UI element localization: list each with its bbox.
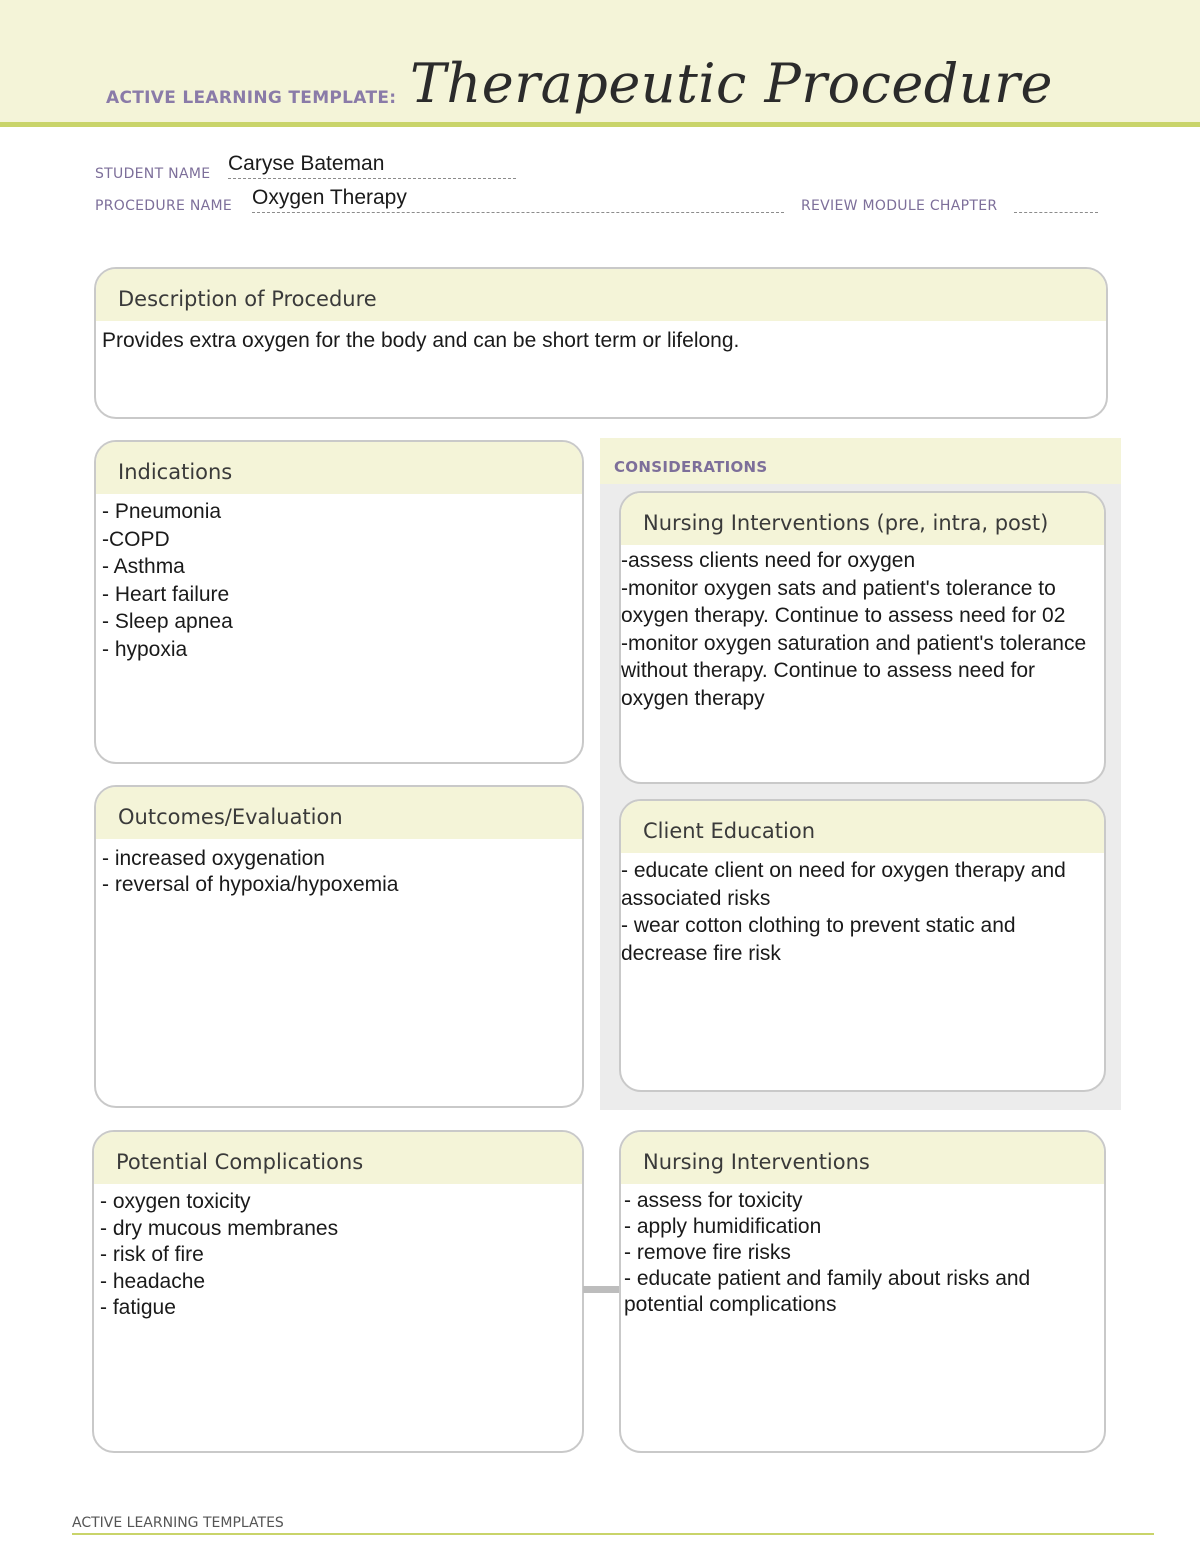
procedure-name-label: PROCEDURE NAME: [95, 198, 233, 214]
template-label: ACTIVE LEARNING TEMPLATE:: [106, 88, 397, 108]
client-education-text[interactable]: - educate client on need for oxygen therapy and associated risks - wear cotton clothing to prevent static and decrease fire risk: [621, 859, 1066, 965]
outcomes-title: Outcomes/Evaluation: [96, 787, 582, 839]
indications-box: [94, 440, 584, 764]
page-title: Therapeutic Procedure: [410, 52, 1053, 115]
outcomes-box: [94, 785, 584, 1108]
footer-text: ACTIVE LEARNING TEMPLATES: [72, 1515, 284, 1531]
procedure-name-field[interactable]: Oxygen Therapy: [252, 186, 407, 209]
review-module-label: REVIEW MODULE CHAPTER: [801, 198, 998, 214]
nursing-interventions-title: Nursing Interventions (pre, intra, post): [621, 493, 1104, 545]
client-education-box: [619, 799, 1106, 1092]
complications-title: Potential Complications: [94, 1132, 582, 1184]
complication-interventions-text[interactable]: - assess for toxicity - apply humidification - remove fire risks - educate patient and family about risks and potential complications: [624, 1189, 1031, 1316]
indications-text[interactable]: - Pneumonia -COPD - Asthma - Heart failure - Sleep apnea - hypoxia: [102, 500, 233, 661]
complications-text[interactable]: - oxygen toxicity - dry mucous membranes - risk of fire - headache - fatigue: [100, 1190, 339, 1319]
nursing-interventions-text[interactable]: -assess clients need for oxygen -monitor oxygen sats and patient's tolerance to oxygen therapy. Continue to assess need for 02 -monitor oxygen saturation and patient's tolerance without therapy. Continue to assess need for oxygen therapy: [621, 549, 1087, 710]
complication-interventions-box: [619, 1130, 1106, 1453]
client-education-title: Client Education: [621, 801, 1104, 853]
connector-bar: [583, 1286, 620, 1293]
header-rule: [0, 122, 1200, 127]
description-box: [94, 267, 1108, 419]
complications-box: [92, 1130, 584, 1453]
procedure-name-line: [252, 212, 784, 213]
considerations-label: CONSIDERATIONS: [614, 458, 768, 476]
description-text[interactable]: Provides extra oxygen for the body and can be short term or lifelong.: [102, 329, 740, 352]
nursing-interventions-box: [619, 491, 1106, 784]
indications-title: Indications: [96, 442, 582, 494]
complication-interventions-title: Nursing Interventions: [621, 1132, 1104, 1184]
outcomes-text[interactable]: - increased oxygenation - reversal of hypoxia/hypoxemia: [102, 847, 399, 896]
footer-rule: [72, 1533, 1154, 1535]
description-title: Description of Procedure: [96, 269, 1106, 321]
student-name-label: STUDENT NAME: [95, 166, 211, 182]
student-name-line: [228, 178, 516, 179]
review-module-line: [1014, 212, 1098, 213]
student-name-field[interactable]: Caryse Bateman: [228, 152, 385, 175]
